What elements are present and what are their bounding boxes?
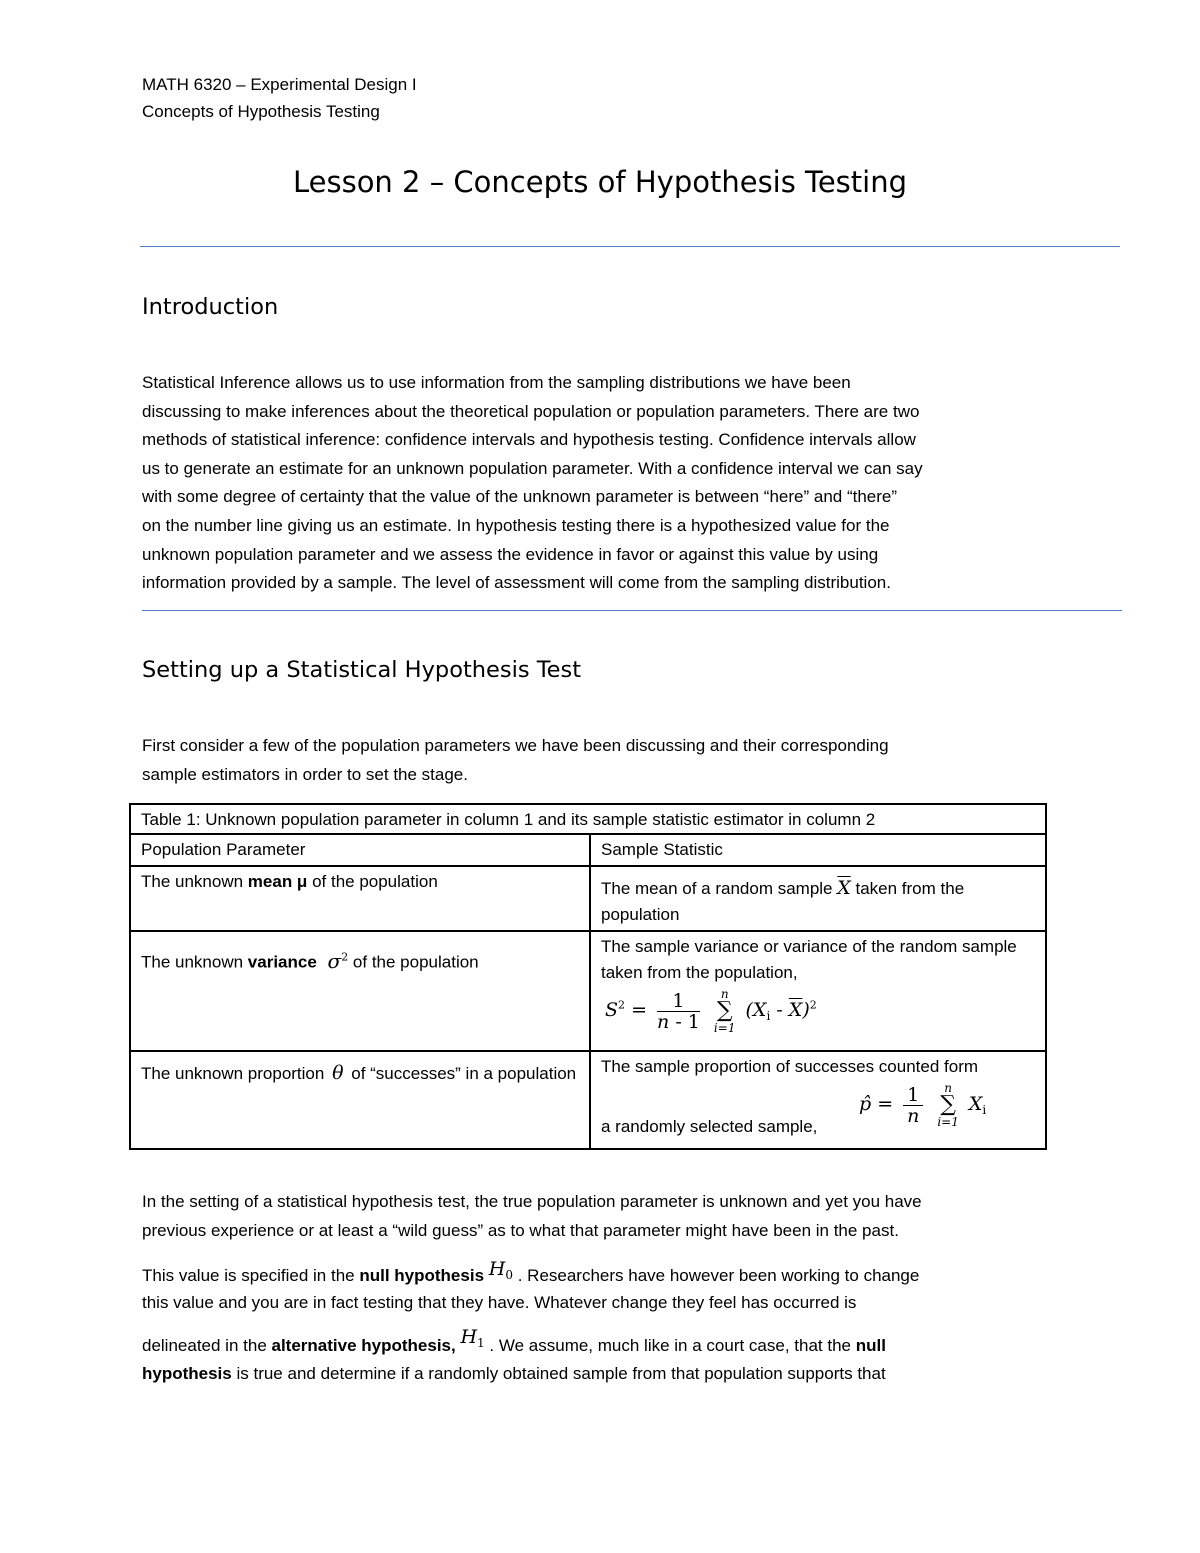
table-row bbox=[130, 931, 1046, 1051]
intro-paragraph bbox=[142, 369, 1082, 598]
null-term: null bbox=[855, 1336, 886, 1355]
xbar-symbol: $\overline{X}$ bbox=[837, 877, 851, 899]
title-divider bbox=[140, 246, 1120, 247]
sigma-symbol bbox=[328, 949, 349, 973]
stat-cell-mean bbox=[590, 866, 1046, 931]
sigma-exponent: 2 bbox=[341, 950, 349, 963]
table-row bbox=[130, 866, 1046, 931]
intro-line: Statistical Inference allows us to use information from the sampling distributions we have been bbox=[142, 373, 851, 392]
stat-cell-proportion bbox=[590, 1051, 1046, 1149]
setup-line: sample estimators in order to set the stage. bbox=[142, 764, 468, 784]
intro-line: on the number line giving us an estimate. In hypothesis testing there is a hypothesized value for the bbox=[142, 515, 890, 535]
page-title: Lesson 2 – Concepts of Hypothesis Testing bbox=[292, 165, 908, 199]
hypothesis-term: hypothesis bbox=[142, 1364, 232, 1383]
col2-header: Sample Statistic bbox=[590, 834, 1046, 866]
theta-symbol: θ bbox=[332, 1062, 344, 1084]
body-line bbox=[142, 1326, 1082, 1362]
cell-text: of the population bbox=[307, 872, 438, 891]
intro-line: unknown population parameter and we assess the evidence in favor or against this value by using bbox=[142, 544, 879, 564]
cell-text: The sample variance or variance of the random sample taken from the population, bbox=[601, 937, 1017, 982]
cell-text: The mean of a random sample bbox=[601, 879, 838, 898]
cell-text: The unknown bbox=[141, 872, 248, 891]
h1-symbol: $H_1$ bbox=[460, 1326, 485, 1350]
intro-line: us to generate an estimate for an unknown population parameter. With a confidence interval we can say bbox=[142, 458, 923, 478]
body-text: delineated in the bbox=[142, 1336, 272, 1355]
body-text: . Researchers have however been working to change bbox=[517, 1266, 920, 1285]
intro-divider bbox=[142, 610, 1122, 611]
body-line-5 bbox=[142, 1326, 1082, 1362]
intro-line: with some degree of certainty that the value of the unknown parameter is between “here” and “there” bbox=[142, 487, 898, 507]
param-cell-proportion bbox=[130, 1051, 590, 1149]
intro-heading: Introduction bbox=[142, 294, 279, 320]
table-row bbox=[130, 1051, 1046, 1149]
body-line: In the setting of a statistical hypothesis test, the true population parameter is unknown and yet you have bbox=[142, 1192, 922, 1211]
intro-line: methods of statistical inference: confidence intervals and hypothesis testing. Confidence intervals allow bbox=[142, 430, 916, 450]
body-paragraph bbox=[142, 1188, 1082, 1245]
topic-header: Concepts of Hypothesis Testing bbox=[142, 102, 380, 121]
param-cell-mean bbox=[130, 866, 590, 931]
body-line-6 bbox=[142, 1360, 1082, 1389]
intro-line: discussing to make inferences about the theoretical population or population parameters. There are two bbox=[142, 401, 920, 421]
cell-bold: mean μ bbox=[247, 872, 308, 891]
cell-text: The unknown bbox=[141, 952, 248, 972]
col1-header: Population Parameter bbox=[130, 834, 590, 866]
cell-text: of the population bbox=[352, 952, 479, 972]
setup-paragraph bbox=[142, 732, 1082, 789]
alternative-hypothesis-term: alternative hypothesis, bbox=[271, 1336, 456, 1355]
body-text: This value is specified in the bbox=[142, 1266, 360, 1285]
variance-formula: $S^2$ = $\frac{1}{n - 1}$ n ∑ i=1 $(X_i - \overline{X})^2$ bbox=[605, 987, 817, 1035]
intro-line: information provided by a sample. The level of assessment will come from the sampling distribution. bbox=[142, 573, 891, 593]
parameter-table bbox=[129, 803, 1047, 1150]
body-text: is true and determine if a randomly obtained sample from that population supports that bbox=[231, 1364, 886, 1383]
null-hypothesis-term: null hypothesis bbox=[359, 1266, 485, 1285]
h0-symbol: $H_0$ bbox=[488, 1258, 513, 1282]
setup-heading: Setting up a Statistical Hypothesis Test bbox=[142, 657, 582, 683]
cell-bold: variance bbox=[247, 952, 317, 972]
body-line bbox=[142, 1260, 1082, 1292]
table-caption-row bbox=[130, 804, 1046, 834]
table-caption: Table 1: Unknown population parameter in column 1 and its sample statistic estimator in column 2 bbox=[130, 804, 1046, 834]
body-line bbox=[142, 1360, 1082, 1389]
cell-text: of “successes” in a population bbox=[346, 1064, 577, 1083]
summation: n ∑ i=1 bbox=[713, 987, 736, 1035]
cell-text: a randomly selected sample, bbox=[601, 1117, 818, 1136]
summation: n ∑ i=1 bbox=[937, 1081, 959, 1129]
cell-text: The unknown proportion bbox=[141, 1064, 330, 1083]
cell-text: taken from the population bbox=[601, 879, 965, 924]
proportion-formula: p̂ = $\frac{1}{n}$ n ∑ i=1 $X_i$ bbox=[859, 1081, 987, 1129]
course-header: MATH 6320 – Experimental Design I bbox=[142, 75, 417, 94]
fraction: $\frac{1}{n}$ bbox=[903, 1085, 923, 1126]
fraction: $\frac{1}{n - 1}$ bbox=[657, 989, 700, 1033]
param-cell-variance bbox=[130, 931, 590, 1051]
body-line: this value and you are in fact testing that they have. Whatever change they feel has occurred is bbox=[142, 1293, 857, 1312]
stat-cell-variance bbox=[590, 931, 1046, 1051]
body-line: previous experience or at least a “wild guess” as to what that parameter might have been in the past. bbox=[142, 1220, 899, 1240]
body-line-3 bbox=[142, 1260, 1082, 1292]
body-line-4 bbox=[142, 1289, 1082, 1318]
cell-text: The sample proportion of successes counted form bbox=[601, 1057, 979, 1076]
body-text: . We assume, much like in a court case, that the bbox=[489, 1336, 856, 1355]
proportion-line bbox=[601, 1080, 1035, 1144]
sigma-char: σ bbox=[327, 948, 342, 973]
setup-line: First consider a few of the population parameters we have been discussing and their corresponding bbox=[142, 736, 889, 755]
table-header-row bbox=[130, 834, 1046, 866]
